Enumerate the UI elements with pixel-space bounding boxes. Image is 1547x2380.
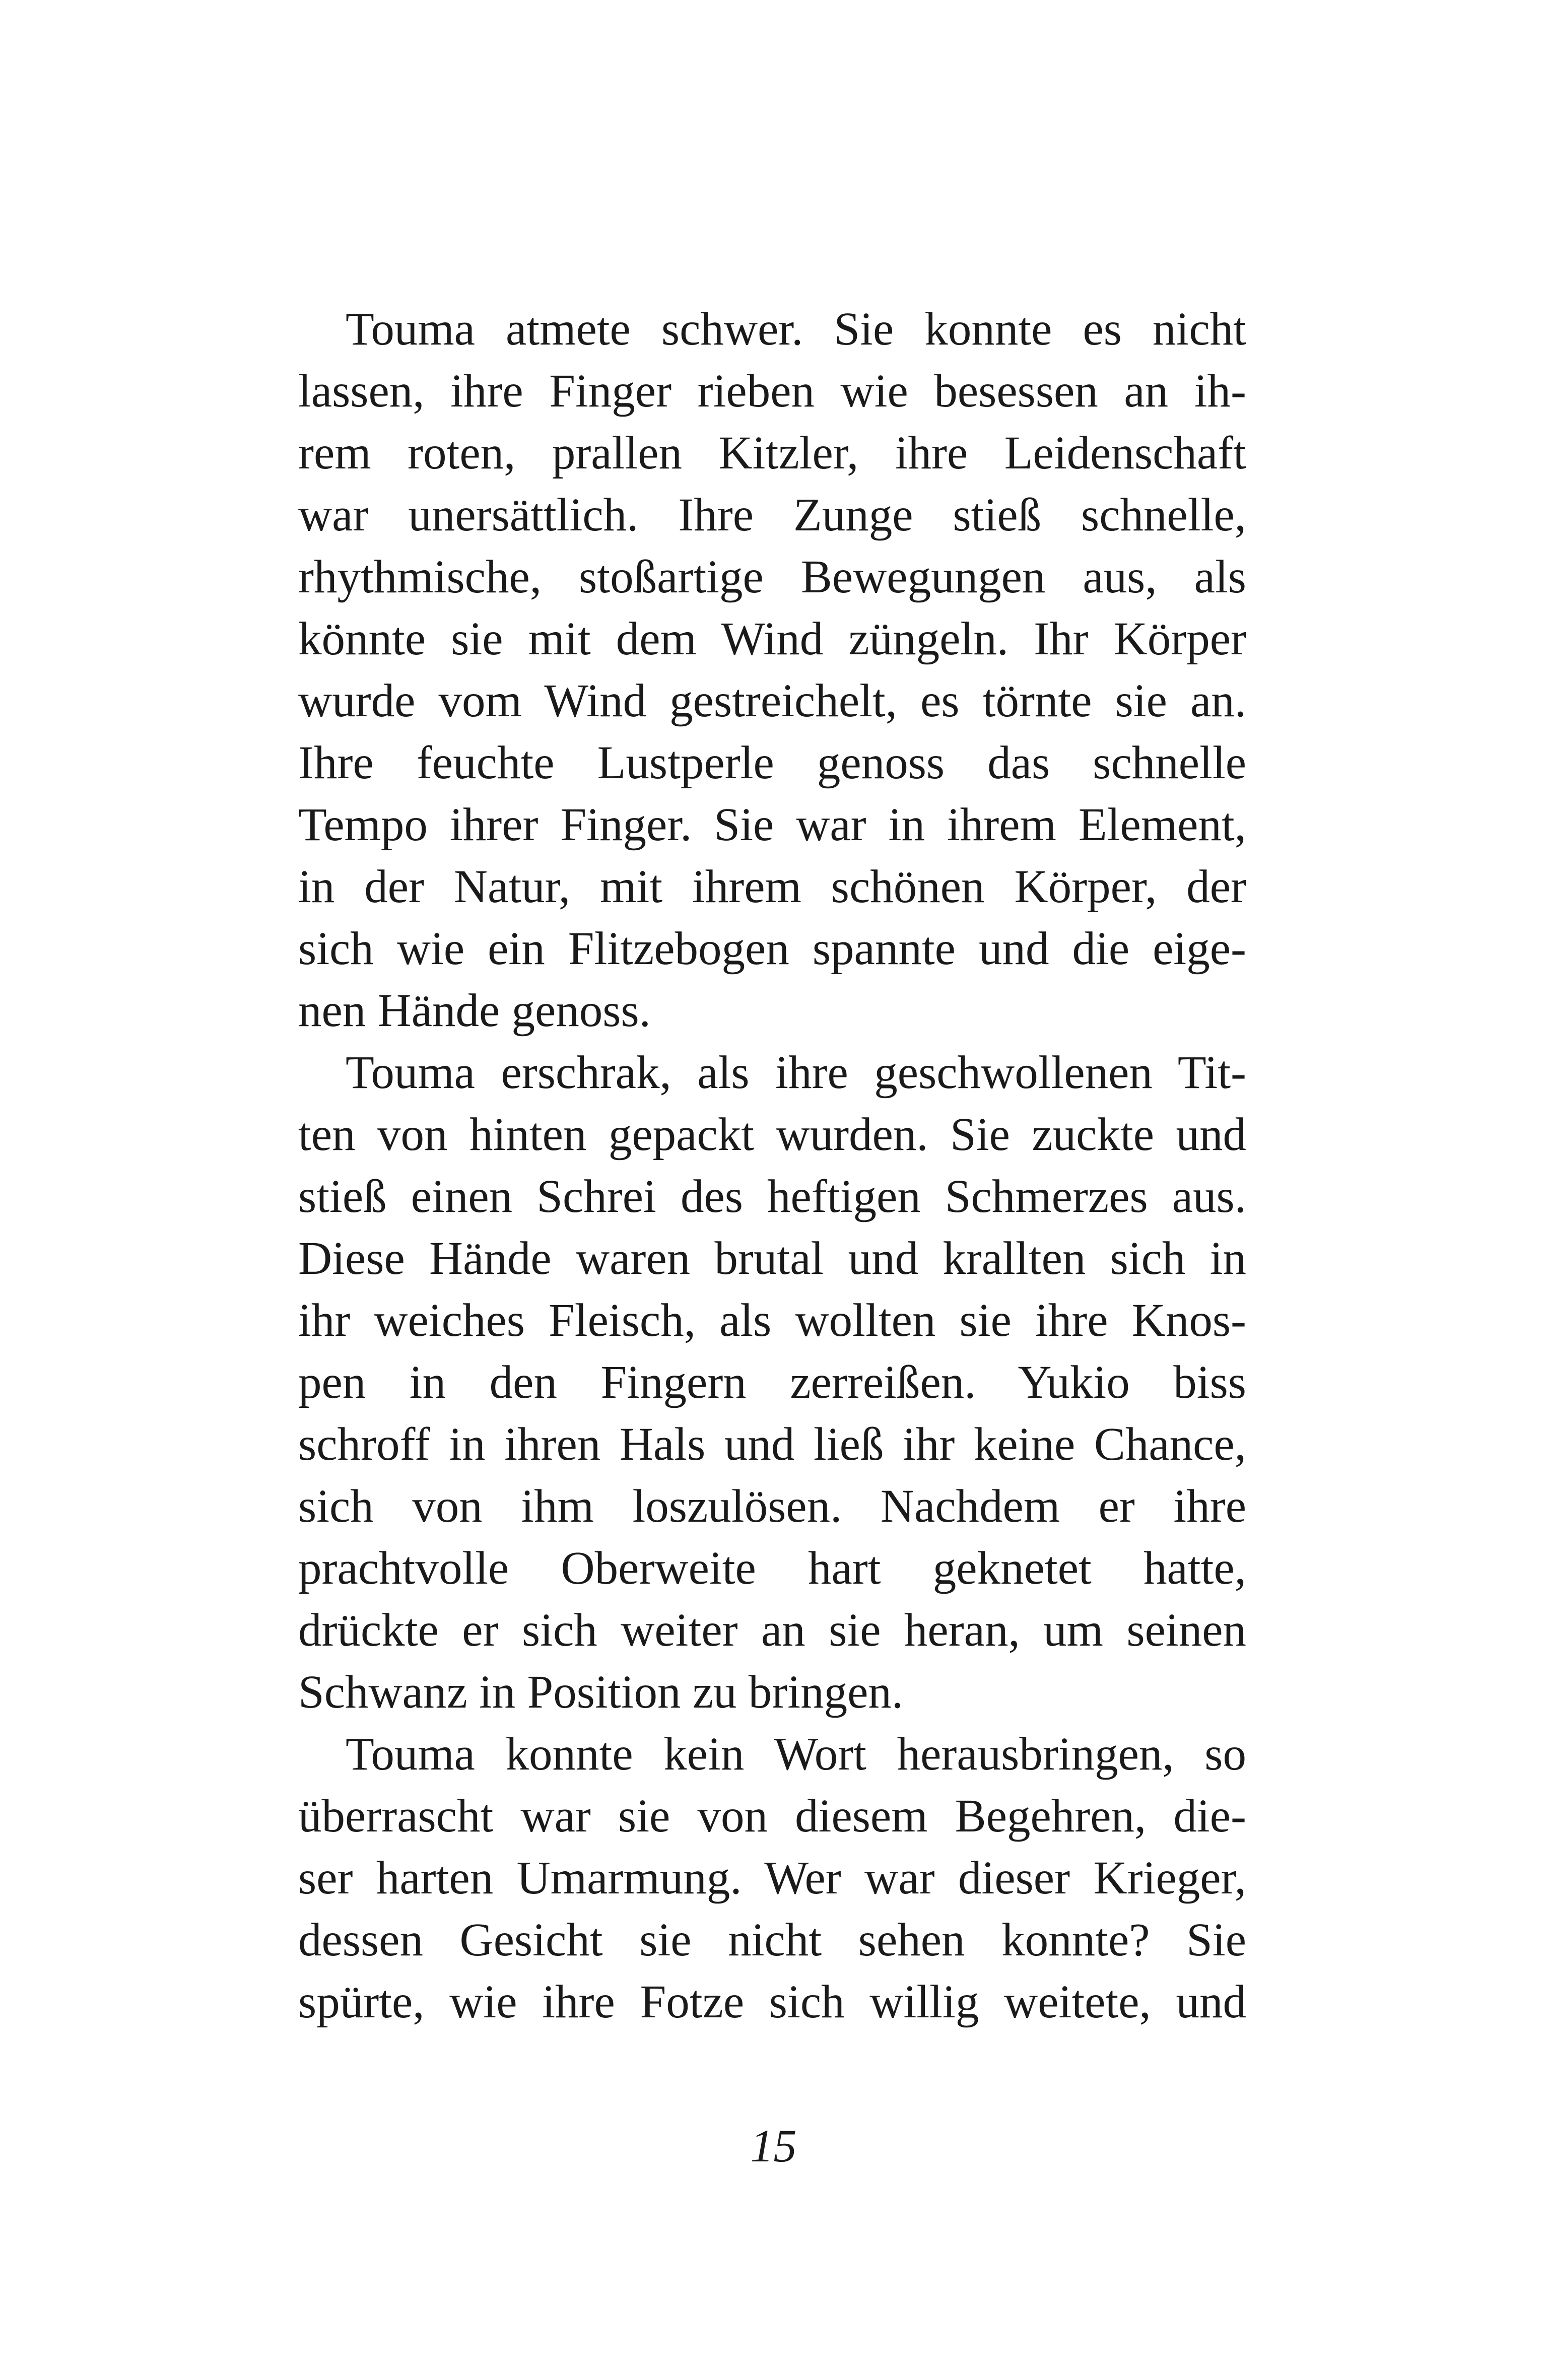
paragraph-line: spürte, wie ihre Fotze sich willig weitete, und: [298, 1976, 1246, 2028]
paragraph-line: rhythmische, stoßartige Bewegungen aus, als: [298, 551, 1246, 603]
paragraph-line: pen in den Fingern zerreißen. Yukio biss: [298, 1356, 1246, 1408]
paragraph-line: war unersättlich. Ihre Zunge stieß schnelle,: [298, 489, 1246, 541]
paragraph-line: sich wie ein Flitzebogen spannte und die eige-: [298, 923, 1246, 975]
paragraph-line: ihr weiches Fleisch, als wollten sie ihre Knos-: [298, 1295, 1246, 1346]
paragraph-line: drückte er sich weiter an sie heran, um seinen: [298, 1604, 1246, 1656]
paragraph-line: Ihre feuchte Lustperle genoss das schnelle: [298, 737, 1246, 789]
paragraph-line: Tempo ihrer Finger. Sie war in ihrem Element,: [298, 799, 1246, 851]
paragraph-line: schroff in ihren Hals und ließ ihr keine Chance,: [298, 1418, 1246, 1470]
paragraph-line: überrascht war sie von diesem Begehren, die-: [298, 1790, 1246, 1842]
paragraph-line: könnte sie mit dem Wind züngeln. Ihr Körper: [298, 613, 1246, 665]
paragraph-line: Diese Hände waren brutal und krallten sich in: [298, 1233, 1246, 1284]
paragraph-line: Touma konnte kein Wort herausbringen, so: [346, 1728, 1246, 1780]
body-text: [298, 298, 1246, 2033]
paragraph-line: Schwanz in Position zu bringen.: [298, 1666, 904, 1718]
paragraph-line: rem roten, prallen Kitzler, ihre Leidenschaft: [298, 427, 1246, 479]
paragraph-line: sich von ihm loszulösen. Nachdem er ihre: [298, 1480, 1246, 1532]
paragraph-line: stieß einen Schrei des heftigen Schmerzes aus.: [298, 1171, 1246, 1222]
paragraph-line: Touma erschrak, als ihre geschwollenen Tit-: [346, 1047, 1246, 1099]
paragraph-line: lassen, ihre Finger rieben wie besessen an ih-: [298, 365, 1246, 417]
paragraph-line: prachtvolle Oberweite hart geknetet hatte,: [298, 1542, 1246, 1594]
paragraph-line: in der Natur, mit ihrem schönen Körper, der: [298, 861, 1246, 913]
paragraph-line: ten von hinten gepackt wurden. Sie zuckte und: [298, 1109, 1246, 1161]
page-number: 15: [750, 2120, 797, 2171]
paragraph-line: ser harten Umarmung. Wer war dieser Krieger,: [298, 1852, 1246, 1904]
paragraph-line: wurde vom Wind gestreichelt, es törnte sie an.: [298, 675, 1246, 727]
paragraph-line: dessen Gesicht sie nicht sehen konnte? Sie: [298, 1914, 1246, 1966]
paragraph-line: nen Hände genoss.: [298, 985, 651, 1037]
paragraph-line: Touma atmete schwer. Sie konnte es nicht: [346, 303, 1246, 355]
